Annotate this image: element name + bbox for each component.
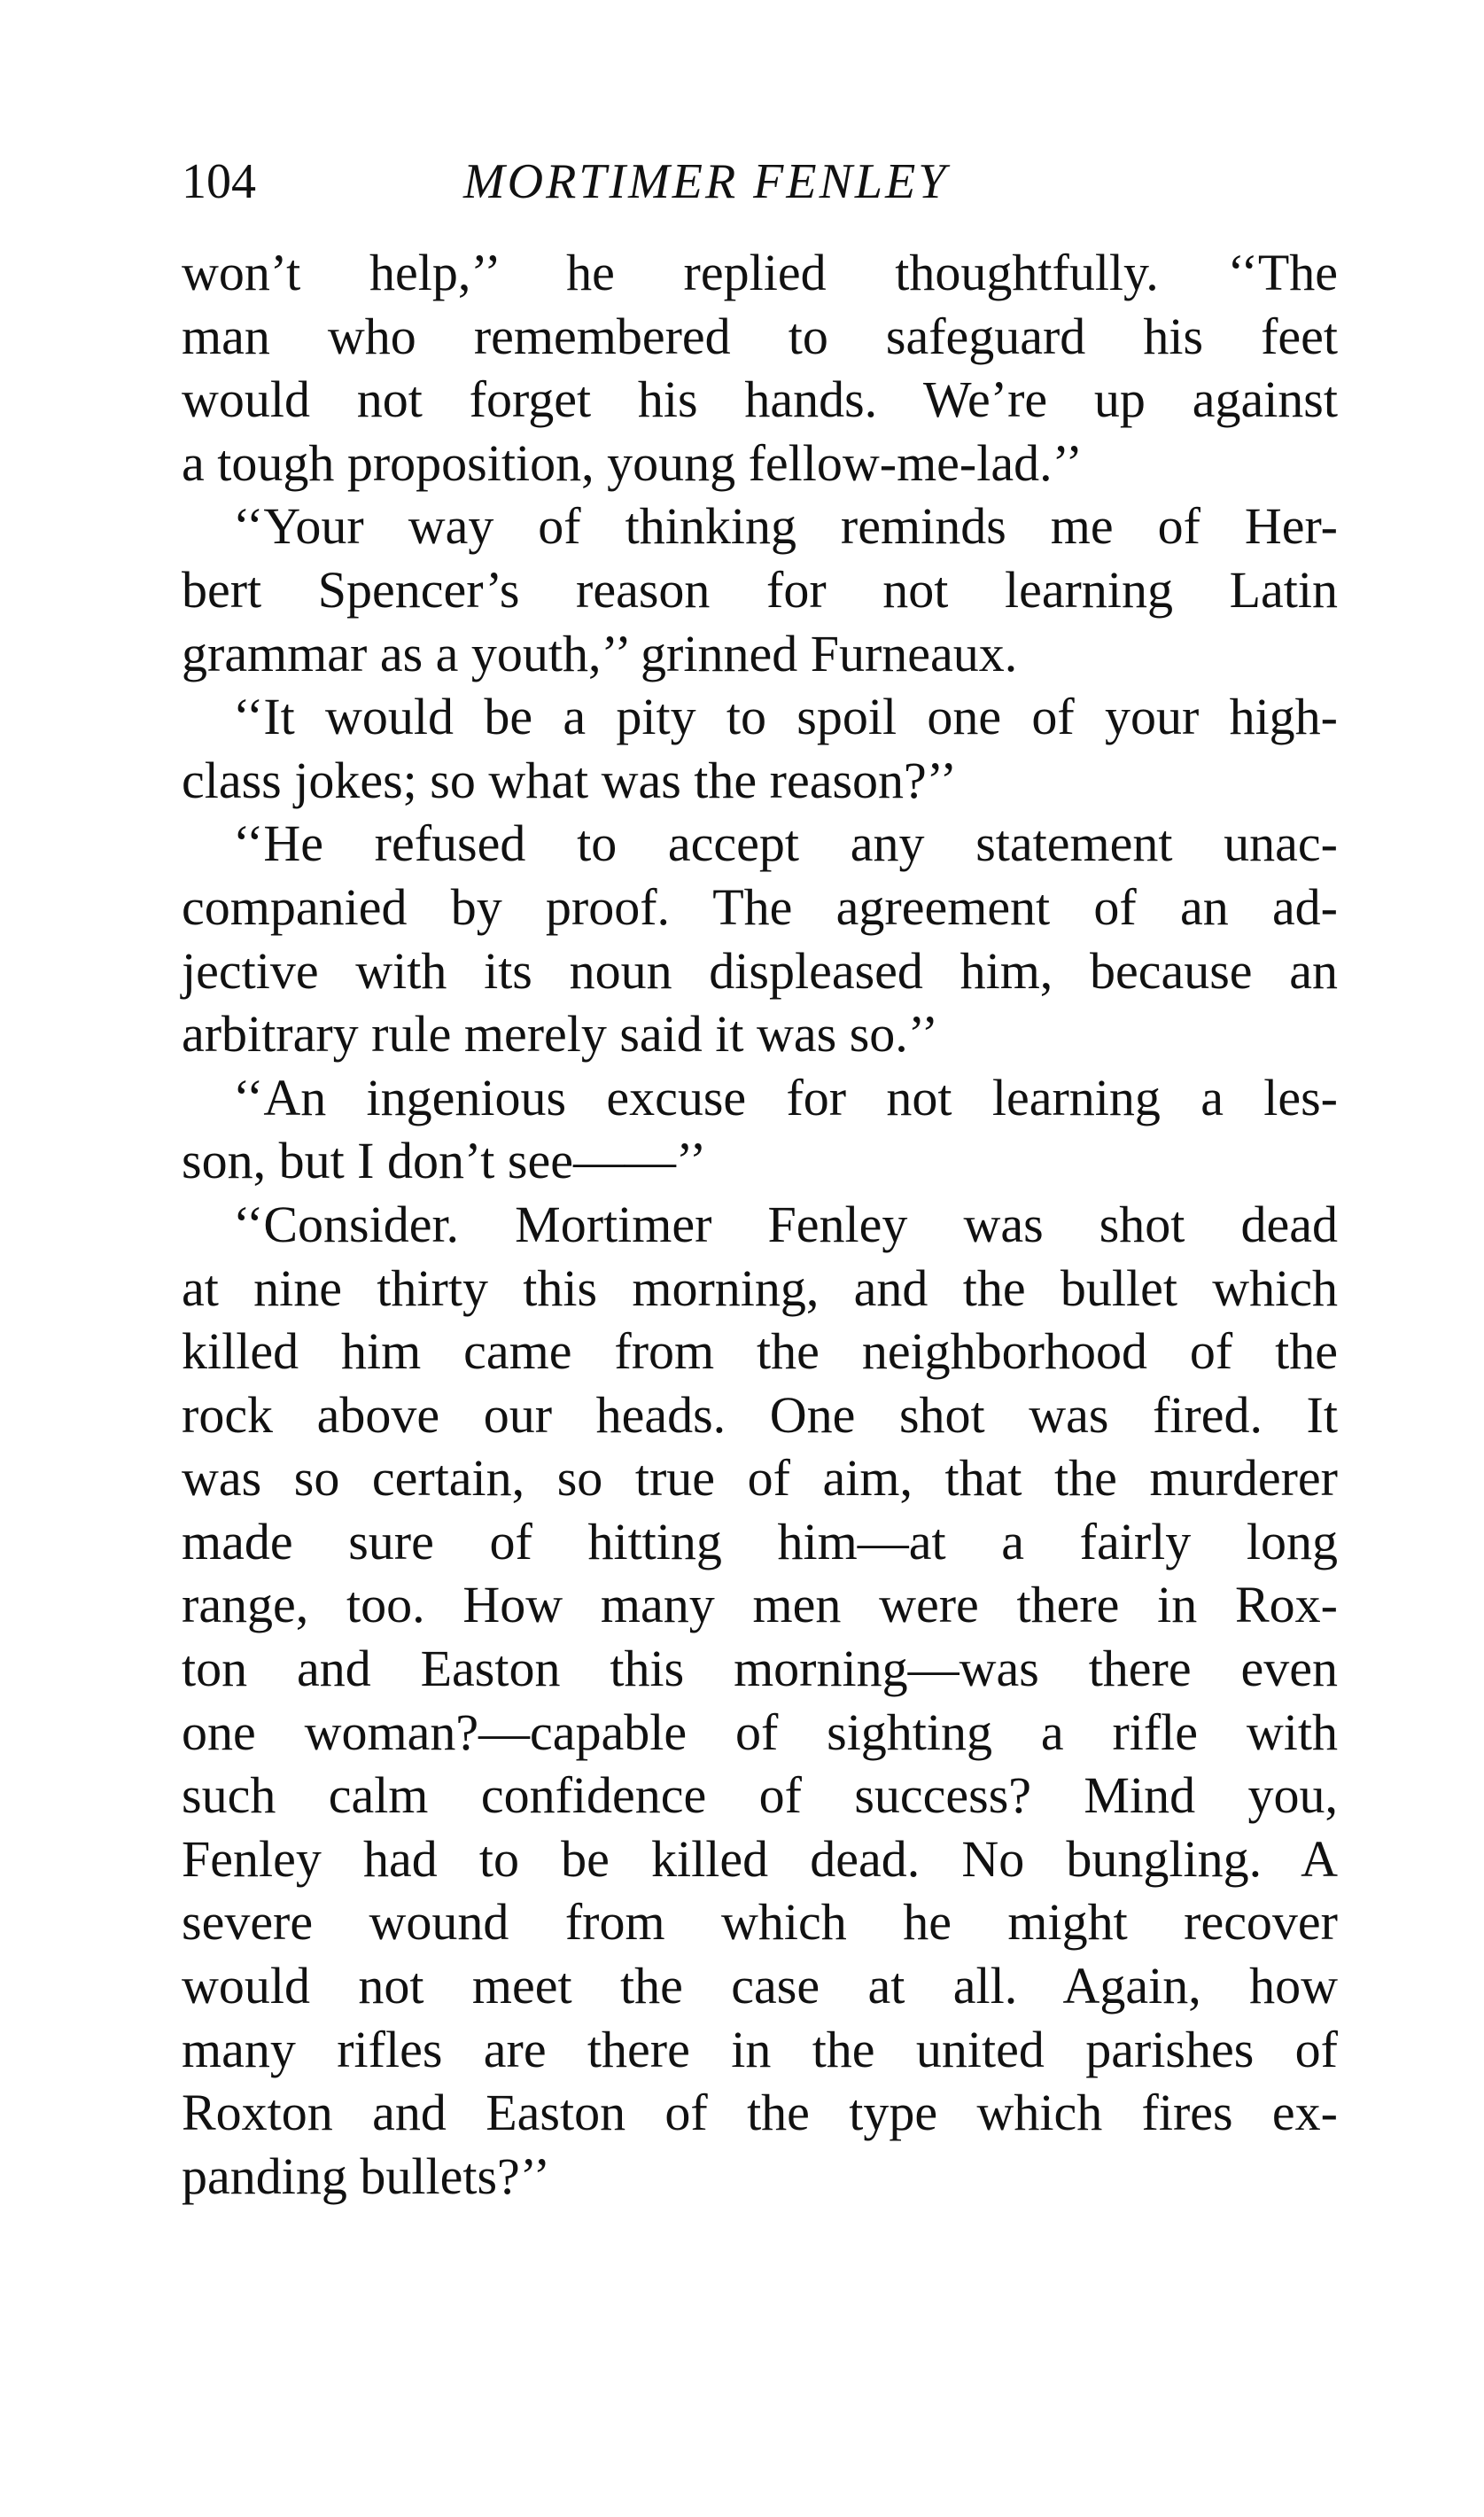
text-line: range, too. How many men were there in Rox-	[182, 1576, 1338, 1634]
text-line: arbitrary rule merely said it was so.’’	[182, 1005, 939, 1064]
text-line: class jokes; so what was the reason?’’	[182, 751, 958, 809]
text-line: son, but I don’t see——’’	[182, 1132, 707, 1190]
body-text	[182, 241, 1338, 2208]
text-line: made sure of hitting him—at a fairly long	[182, 1512, 1338, 1570]
text-line: ton and Easton this morning—was there even	[182, 1640, 1338, 1698]
text-line: jective with its noun displeased him, because an	[182, 941, 1338, 1000]
text-line: ‘‘Your way of thinking reminds me of Her-	[233, 497, 1338, 556]
text-line: at nine thirty this morning, and the bullet which	[182, 1258, 1338, 1317]
text-line: many rifles are there in the united parishes of	[182, 2020, 1338, 2078]
text-line: one woman?—capable of sighting a rifle with	[182, 1703, 1338, 1761]
running-title: MORTIMER FENLEY	[463, 154, 949, 209]
text-line: killed him came from the neighborhood of the	[182, 1322, 1338, 1381]
text-line: ‘‘He refused to accept any statement unac-	[233, 814, 1338, 873]
text-line: such calm confidence of success? Mind you,	[182, 1766, 1338, 1825]
text-line: ‘‘It would be a pity to spoil one of your high-	[233, 688, 1338, 746]
text-line: a tough proposition, young fellow-me-lad.’’	[182, 433, 1083, 492]
text-line: was so certain, so true of aim, that the murderer	[182, 1449, 1338, 1508]
text-line: ‘‘An ingenious excuse for not learning a les-	[233, 1068, 1338, 1126]
text-line: ‘‘Consider. Mortimer Fenley was shot dead	[233, 1195, 1338, 1253]
text-line: Fenley had to be killed dead. No bungling. A	[182, 1829, 1338, 1888]
page-number: 104	[182, 154, 256, 209]
page-header	[182, 151, 1338, 213]
text-line: would not forget his hands. We’re up against	[182, 370, 1338, 429]
text-line: severe wound from which he might recover	[182, 1893, 1338, 1952]
text-line: grammar as a youth,’’ grinned Furneaux.	[182, 624, 1018, 682]
text-line: won’t help,’’ he replied thoughtfully. ‘‘The	[182, 244, 1338, 301]
text-line: companied by proof. The agreement of an ad-	[182, 877, 1338, 936]
text-line: panding bullets?’’	[182, 2147, 551, 2205]
text-line: Roxton and Easton of the type which fires ex-	[182, 2084, 1338, 2142]
text-line: rock above our heads. One shot was fired. It	[182, 1385, 1338, 1444]
text-line: man who remembered to safeguard his feet	[182, 307, 1338, 365]
text-line: bert Spencer’s reason for not learning Latin	[182, 560, 1338, 619]
text-line: would not meet the case at all. Again, how	[182, 1957, 1338, 2015]
